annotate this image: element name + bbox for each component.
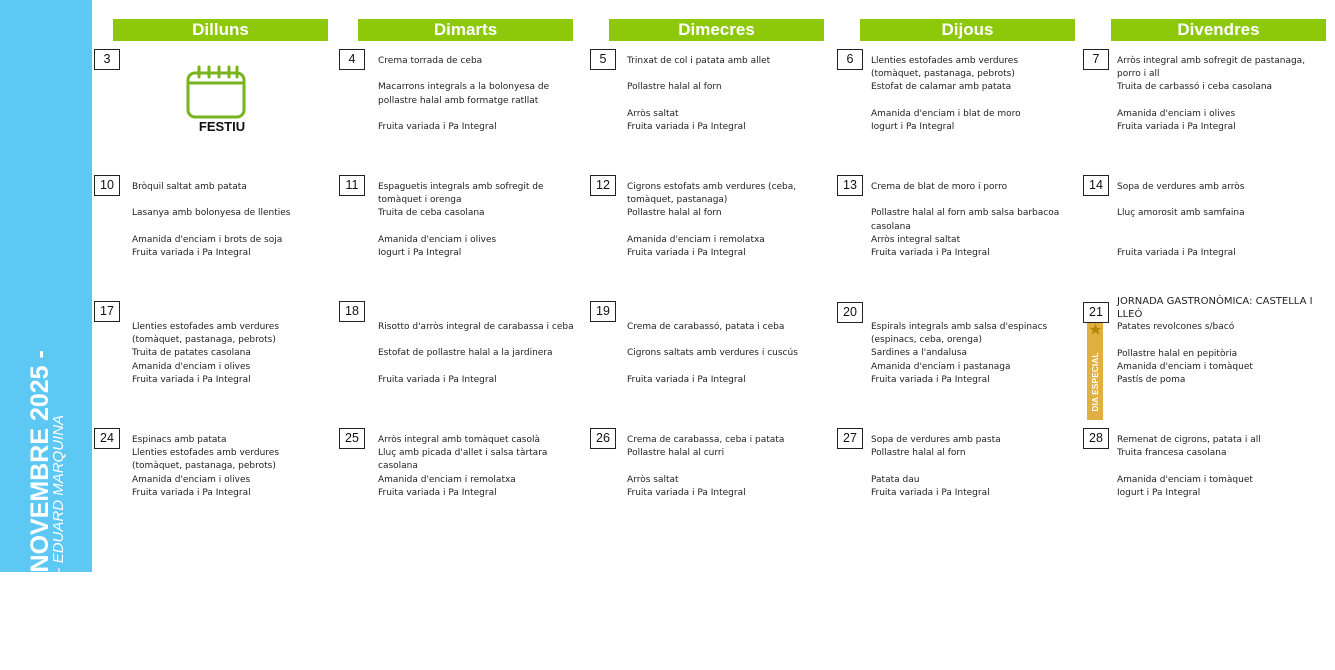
- menu-item: Pollastre halal en pepitòria: [1117, 348, 1238, 359]
- menu-item: Lluç amb picada d'allet i salsa tàrtara: [378, 448, 548, 459]
- menu-item: Truita de patates casolana: [132, 348, 251, 359]
- date-box: 18: [339, 301, 365, 322]
- menu-item: Pastís de poma: [1117, 375, 1186, 386]
- menu-item: Lluç amorosit amb samfaina: [1117, 208, 1245, 219]
- menu-item: Llenties estofades amb verdures: [132, 322, 280, 332]
- menu-item: Fruita variada i Pa Integral: [1117, 122, 1236, 132]
- sidebar: [0, 0, 92, 670]
- menu-item: Crema de blat de moro i porro: [871, 182, 1008, 192]
- date-box: 7: [1083, 49, 1109, 70]
- date-box: 20: [837, 302, 863, 323]
- date-box: 26: [590, 428, 616, 449]
- menu-item: tomàquet i orenga: [378, 195, 462, 206]
- date-box: 4: [339, 49, 365, 70]
- menu-item: Fruita variada i Pa Integral: [871, 374, 990, 385]
- date-box: 10: [94, 175, 120, 196]
- menu-item: JORNADA GASTRONÒMICA: CASTELLA I: [1117, 296, 1313, 307]
- day-header-dilluns: Dilluns: [113, 19, 328, 41]
- menu-item: Pollastre halal al forn: [627, 82, 722, 93]
- day-header-dimarts: Dimarts: [358, 19, 573, 41]
- menu-item: Pollastre halal al forn: [871, 448, 966, 459]
- day-header-dimecres: Dimecres: [609, 19, 824, 41]
- star-icon: [1089, 323, 1102, 336]
- calendar-icon: [185, 63, 259, 119]
- menu-item: Amanida d'enciam i olives: [1117, 108, 1236, 119]
- menu-item: Bròquil saltat amb patata: [132, 182, 247, 192]
- menu-item: Fruita variada i Pa Integral: [132, 248, 251, 258]
- menu-item: Fruita variada i Pa Integral: [871, 248, 990, 258]
- menu-item: Crema torrada de ceba: [378, 56, 483, 66]
- menu-item: Arròs saltat: [627, 108, 679, 119]
- menu-item: Amanida d'enciam i pastanaga: [871, 361, 1011, 372]
- menu-item: Lasanya amb bolonyesa de llenties: [132, 208, 291, 219]
- menu-item: porro i all: [1117, 69, 1160, 80]
- menu-item: Iogurt i Pa Integral: [1117, 487, 1201, 498]
- menu-item: Amanida d'enciam i olives: [132, 474, 251, 485]
- menu-item: Amanida d'enciam i olives: [132, 361, 251, 372]
- menu-item: Amanida d'enciam i olives: [378, 234, 497, 245]
- menu-title: MENÚ NOVEMBRE 2025 -: [26, 350, 54, 653]
- date-box: 28: [1083, 428, 1109, 449]
- menu-item: Cigrons saltats amb verdures i cuscús: [627, 348, 798, 359]
- date-box: 6: [837, 49, 863, 70]
- date-box: 21: [1083, 302, 1109, 323]
- menu-item: Pollastre halal al forn amb salsa barbacoa: [871, 208, 1060, 219]
- day-header-divendres: Divendres: [1111, 19, 1326, 41]
- menu-item: Pollastre halal al forn: [627, 208, 722, 219]
- menu-item: tomàquet, pastanaga): [627, 195, 728, 206]
- menu-item: Arròs integral amb tomàquet casolà: [378, 435, 541, 445]
- menu-item: Fruita variada i Pa Integral: [378, 374, 497, 385]
- holiday-label: FESTIU: [198, 119, 246, 134]
- menu-item: LLEÓ: [1117, 309, 1143, 321]
- date-box: 14: [1083, 175, 1109, 196]
- menu-item: Patata dau: [871, 474, 920, 485]
- menu-item: Espirals integrals amb salsa d'espinacs: [871, 322, 1048, 332]
- menu-item: Truita francesa casolana: [1117, 448, 1227, 459]
- menu-item: Trinxat de col i patata amb allet: [627, 56, 771, 66]
- menu-item: Estofat de calamar amb patata: [871, 82, 1012, 93]
- menu-item: Fruita variada i Pa Integral: [627, 374, 746, 385]
- menu-item: Fruita variada i Pa Integral: [132, 487, 251, 498]
- date-box: 3: [94, 49, 120, 70]
- menu-item: Macarrons integrals a la bolonyesa de: [378, 82, 550, 93]
- menu-item: casolana: [378, 461, 418, 472]
- date-box: 25: [339, 428, 365, 449]
- menu-item: Sopa de verdures amb pasta: [871, 435, 1001, 445]
- date-box: 13: [837, 175, 863, 196]
- date-box: 11: [339, 175, 365, 196]
- menu-item: Sardines a l'andalusa: [871, 348, 967, 359]
- menu-item: Amanida d'enciam i brots de soja: [132, 234, 283, 245]
- menu-item: Arròs integral amb sofregit de pastanaga,: [1117, 56, 1306, 66]
- menu-item: Estofat de pollastre halal a la jardinera: [378, 348, 553, 359]
- menu-item: (espinacs, ceba, orenga): [871, 335, 982, 346]
- menu-item: (tomàquet, pastanaga, pebrots): [871, 69, 1015, 80]
- menu-item: Amanida d'enciam i remolatxa: [378, 474, 516, 485]
- menu-subtitle: Menú Halal - . - EDUARD MARQUINA: [50, 414, 67, 670]
- date-box: 17: [94, 301, 120, 322]
- menu-item: Fruita variada i Pa Integral: [378, 487, 497, 498]
- menu-item: Amanida d'enciam i remolatxa: [627, 234, 765, 245]
- menu-item: (tomàquet, pastanaga, pebrots): [132, 461, 276, 472]
- menu-item: casolana: [871, 221, 911, 232]
- menu-item: Fruita variada i Pa Integral: [627, 248, 746, 258]
- menu-item: Llenties estofades amb verdures: [132, 448, 280, 459]
- menu-item: Truita de ceba casolana: [378, 208, 485, 219]
- menu-item: pollastre halal amb formatge ratllat: [378, 95, 539, 106]
- menu-item: Remenat de cigrons, patata i all: [1117, 435, 1261, 445]
- menu-item: Llenties estofades amb verdures: [871, 56, 1019, 66]
- menu-item: Amanida d'enciam i tomàquet: [1117, 362, 1253, 372]
- menu-item: Fruita variada i Pa Integral: [627, 487, 746, 498]
- day-header-dijous: Dijous: [860, 19, 1075, 41]
- menu-item: Fruita variada i Pa Integral: [627, 122, 746, 132]
- menu-item: Fruita variada i Pa Integral: [378, 122, 497, 132]
- menu-item: Fruita variada i Pa Integral: [871, 487, 990, 498]
- menu-item: Fruita variada i Pa Integral: [1117, 248, 1236, 258]
- menu-item: (tomàquet, pastanaga, pebrots): [132, 335, 276, 346]
- menu-item: Espaguetis integrals amb sofregit de: [378, 182, 544, 192]
- menu-item: Truita de carbassó i ceba casolana: [1117, 82, 1273, 93]
- menu-item: Sopa de verdures amb arròs: [1117, 182, 1245, 192]
- holiday-calendar: [185, 63, 259, 141]
- date-box: 19: [590, 301, 616, 322]
- menu-item: Risotto d'arròs integral de carabassa i ceba: [378, 322, 574, 332]
- date-box: 12: [590, 175, 616, 196]
- date-box: 24: [94, 428, 120, 449]
- date-box: 27: [837, 428, 863, 449]
- menu-item: Cigrons estofats amb verdures (ceba,: [627, 182, 797, 192]
- date-box: 5: [590, 49, 616, 70]
- menu-item: Espinacs amb patata: [132, 435, 227, 445]
- menu-item: Arròs saltat: [627, 474, 679, 485]
- menu-item: Iogurt i Pa Integral: [378, 248, 462, 258]
- menu-item: Crema de carabassa, ceba i patata: [627, 435, 785, 445]
- menu-item: Pollastre halal al curri: [627, 448, 725, 459]
- menu-item: Amanida d'enciam i tomàquet: [1117, 474, 1253, 485]
- menu-item: Iogurt i Pa Integral: [871, 122, 955, 132]
- menu-item: Crema de carabassó, patata i ceba: [627, 322, 785, 332]
- special-day-label: DIA ESPECIAL: [1090, 352, 1100, 412]
- menu-item: Patates revolcones s/bacó: [1117, 322, 1235, 333]
- menu-item: Arròs integral saltat: [871, 234, 961, 245]
- menu-item: Amanida d'enciam i blat de moro: [871, 108, 1021, 119]
- menu-item: Fruita variada i Pa Integral: [132, 374, 251, 385]
